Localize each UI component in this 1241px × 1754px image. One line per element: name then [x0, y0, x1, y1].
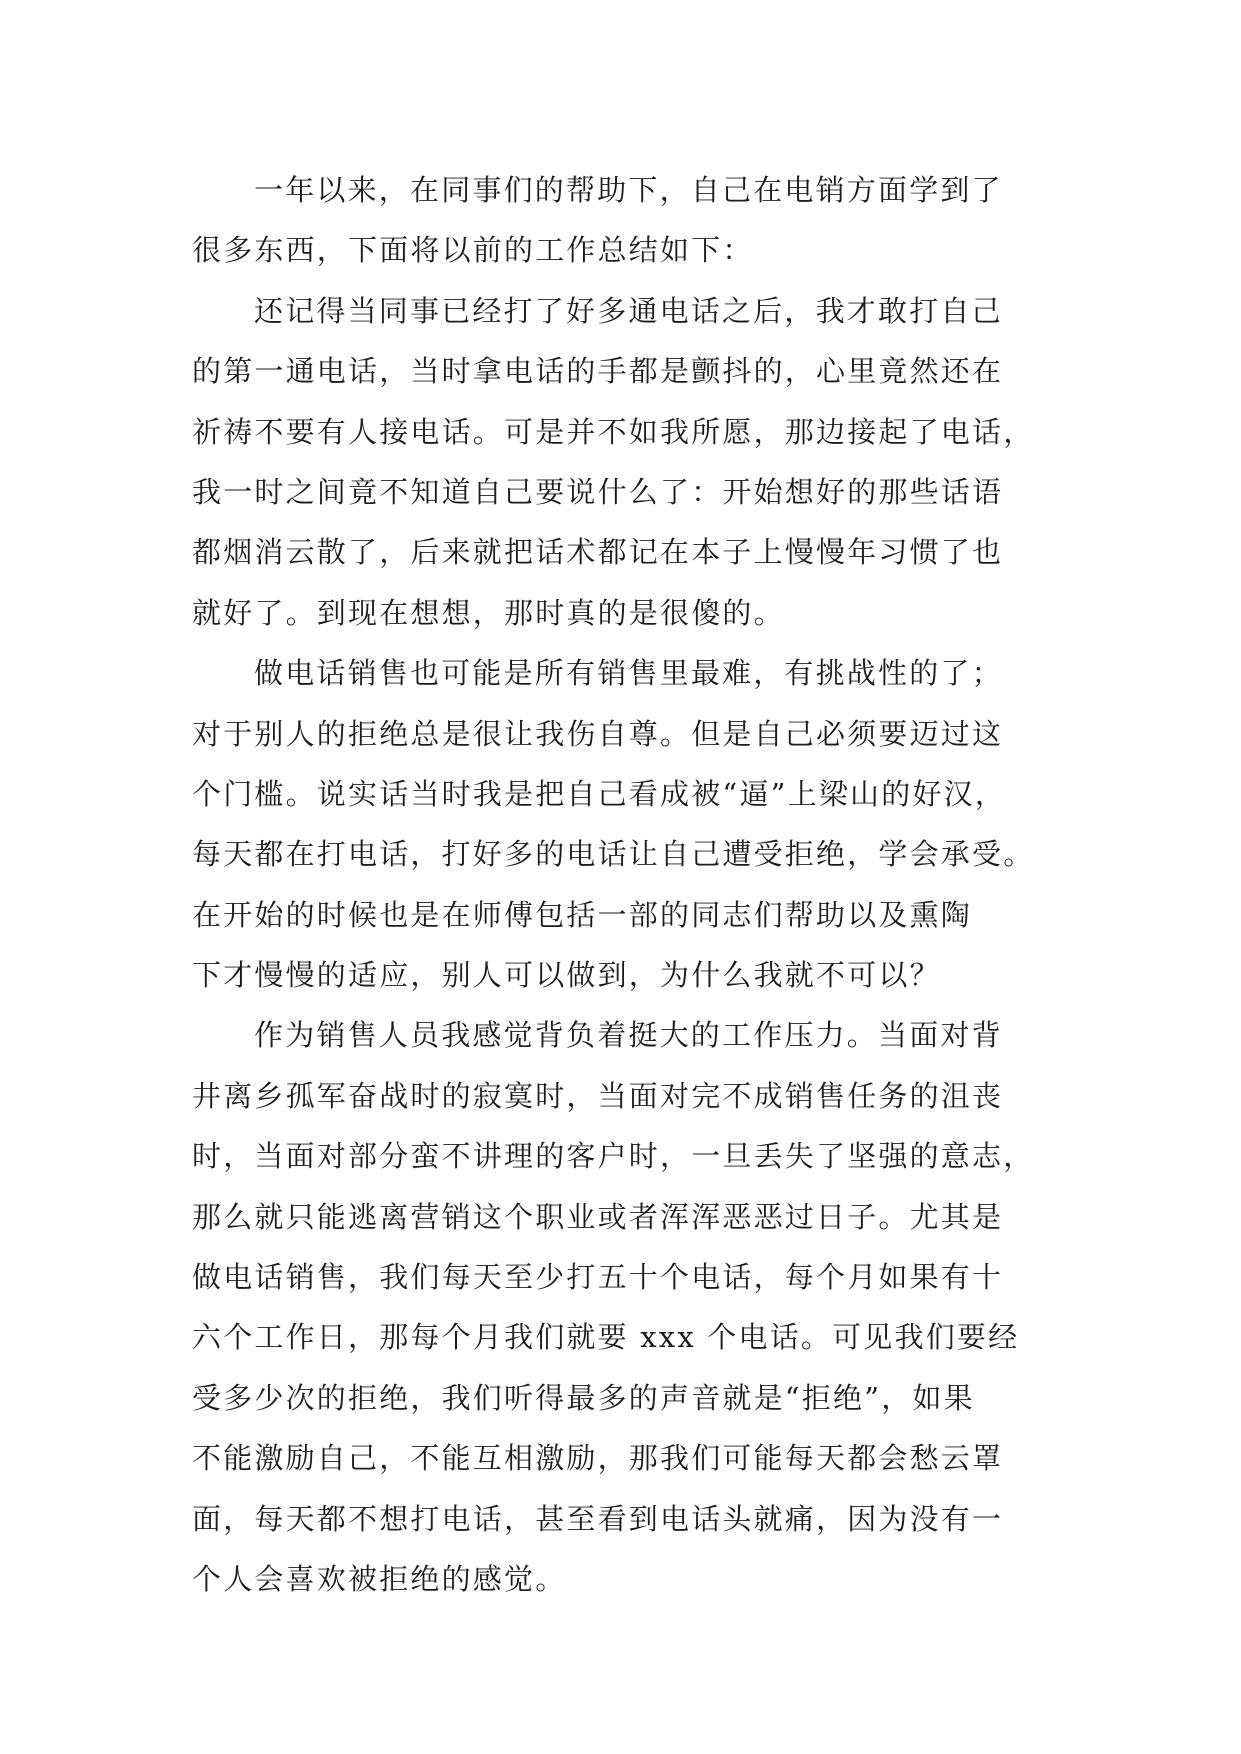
paragraph-4-line-1: 作为销售人员我感觉背负着挺大的工作压力。当面对背	[254, 1018, 1003, 1053]
paragraph-4-line-2: 井离乡孤军奋战时的寂寞时，当面对完不成销售任务的沮丧	[192, 1078, 1004, 1113]
paragraph-2-line-1: 还记得当同事已经打了好多通电话之后，我才敢打自己	[254, 293, 1003, 328]
paragraph-1-line-1: 一年以来，在同事们的帮助下，自己在电销方面学到了	[254, 173, 1003, 207]
paragraph-4-line-9: 面，每天都不想打电话，甚至看到电话头就痛，因为没有一	[192, 1501, 1004, 1536]
paragraph-3-line-6: 下才慢慢的适应，别人可以做到，为什么我就不可以？	[192, 958, 941, 993]
paragraph-4-line-4: 那么就只能逃离营销这个职业或者浑浑恶恶过日子。尤其是	[192, 1199, 1004, 1234]
paragraph-3-line-5: 在开始的时候也是在师傅包括一部的同志们帮助以及熏陶	[192, 897, 973, 932]
paragraph-4-line-5: 做电话销售，我们每天至少打五十个电话，每个月如果有十	[192, 1260, 1004, 1295]
paragraph-4-line-7: 受多少次的拒绝，我们听得最多的声音就是“拒绝”，如果	[192, 1380, 975, 1415]
paragraph-4-line-6: 六个工作日，那每个月我们就要 xxx 个电话。可见我们要经	[192, 1320, 1020, 1355]
paragraph-3-line-1: 做电话销售也可能是所有销售里最难，有挑战性的了；	[254, 656, 1003, 691]
paragraph-2-line-3: 祈祷不要有人接电话。可是并不如我所愿，那边接起了电话，	[192, 414, 1035, 449]
paragraph-2-line-4: 我一时之间竟不知道自己要说什么了：开始想好的那些话语	[192, 474, 1004, 509]
paragraph-3-line-3: 个门槛。说实话当时我是把自己看成被“逼”上梁山的好汉，	[192, 776, 1007, 811]
paragraph-2-line-2: 的第一通电话，当时拿电话的手都是颤抖的，心里竟然还在	[192, 354, 1004, 389]
paragraph-3-line-2: 对于别人的拒绝总是很让我伤自尊。但是自己必须要迈过这	[192, 716, 1004, 751]
paragraph-2-line-5: 都烟消云散了，后来就把话术都记在本子上慢慢年习惯了也	[192, 535, 1004, 570]
document-body	[192, 160, 1062, 1609]
paragraph-1-line-2: 很多东西，下面将以前的工作总结如下：	[192, 233, 754, 268]
paragraph-4-line-8: 不能激励自己，不能互相激励，那我们可能每天都会愁云罩	[192, 1441, 1004, 1476]
paragraph-4-line-10: 个人会喜欢被拒绝的感觉。	[192, 1561, 567, 1596]
paragraph-4-line-3: 时，当面对部分蛮不讲理的客户时，一旦丢失了坚强的意志，	[192, 1139, 1035, 1174]
paragraph-3-line-4: 每天都在打电话，打好多的电话让自己遭受拒绝，学会承受。	[192, 837, 1035, 872]
paragraph-2-line-6: 就好了。到现在想想，那时真的是很傻的。	[192, 595, 785, 630]
